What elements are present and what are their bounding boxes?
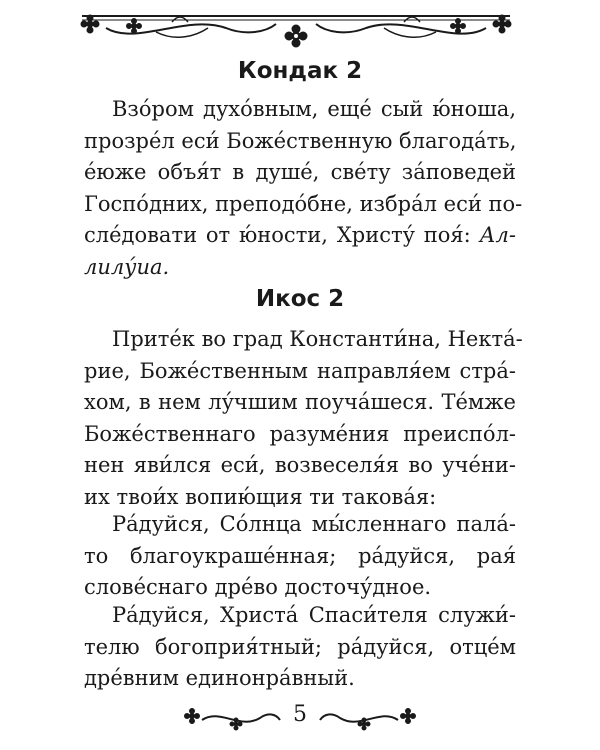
text-line: их твои́х вопию́щия ти такова́я: — [84, 484, 437, 509]
text-line: дре́вним единонра́вный. — [84, 666, 355, 690]
text-line: Прите́к во град Константи́на, Некта́- — [112, 327, 523, 351]
alleluia-start: Ал- — [479, 223, 516, 247]
text-line: Боже́ственнаго разуме́ния преиспо́л- — [84, 421, 516, 446]
text-line: нен яви́лся еси́, возвеселя́я во уче́ни- — [84, 453, 516, 477]
ikos-text — [84, 324, 523, 513]
kontakion-title: Кондак 2 — [237, 58, 363, 84]
text-line: телю богоприя́тный; ра́дуйся, отце́м — [84, 634, 516, 659]
text-line: е́юже объя́т в душе́, све́ту за́поведей — [84, 160, 516, 184]
text-line: Ра́дуйся, Христа́ Спаси́теля служи́- — [112, 603, 516, 627]
text-line: Ра́дуйся, Со́лнца мы́сленнаго пала́- — [112, 512, 516, 536]
text-line — [84, 252, 516, 284]
ikos-title: Икос 2 — [255, 286, 345, 312]
kontakion-text — [84, 94, 523, 283]
chaire-stanza-2 — [84, 600, 516, 695]
text-line: слове́снаго дре́во досточу́дное. — [84, 575, 432, 599]
text-line: Госпо́дних, преподо́бне, избра́л еси́ по- — [84, 191, 523, 216]
alleluia-end: лилу́иа. — [84, 254, 170, 279]
text-line: прозре́л еси́ Боже́ственную благода́ть, — [84, 128, 517, 153]
text-line — [84, 220, 516, 252]
page-number: 5 — [293, 702, 307, 727]
text-line-main: сле́довати от ю́ности, Христу́ поя́: — [84, 223, 471, 247]
text-line: то благоукраше́нная; ра́дуйся, рая́ — [84, 543, 516, 568]
floral-ornament-header-icon — [76, 6, 516, 50]
chaire-stanza-1 — [84, 509, 516, 604]
text-line: рие, Боже́ственным направля́ем стра́- — [84, 358, 516, 383]
text-line: Взо́ром духо́вным, еще́ сый ю́ноша, — [112, 97, 516, 121]
text-line: хом, в нем лу́чшим поуча́шеся. Те́мже — [84, 390, 516, 414]
